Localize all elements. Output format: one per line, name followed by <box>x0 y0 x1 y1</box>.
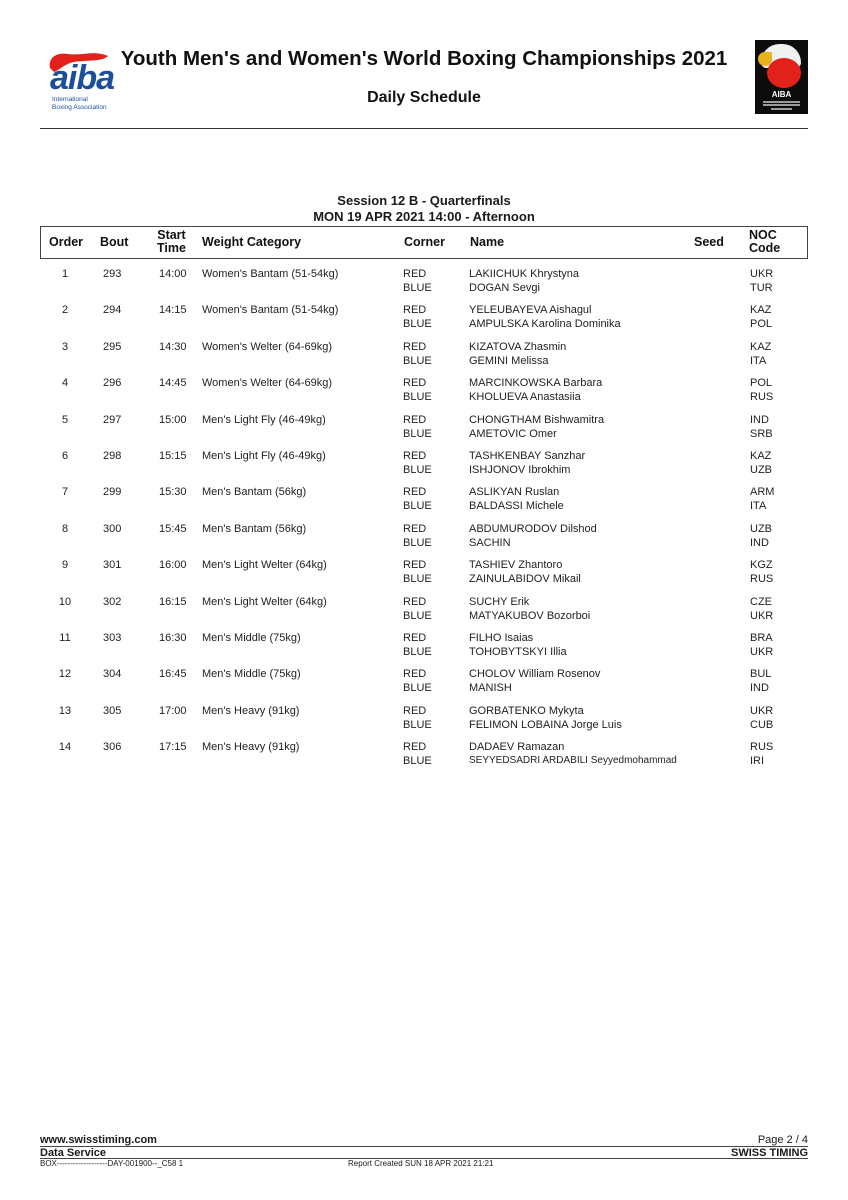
blue-noc-code: IND <box>750 536 769 549</box>
bout-order: 14 <box>58 741 72 754</box>
red-noc-code: POL <box>750 377 773 390</box>
blue-boxer-name: ISHJONOV Ibrokhim <box>469 464 571 476</box>
blue-boxer-name: DOGAN Sevgi <box>469 282 540 294</box>
red-noc-code: KAZ <box>750 304 772 317</box>
header-divider <box>40 128 808 129</box>
col-noc-line1: NOC <box>749 228 777 242</box>
championship-logo-label: AIBA <box>771 90 792 99</box>
bout-order: 3 <box>61 340 69 353</box>
bout-number: 298 <box>103 450 122 462</box>
bout-order: 8 <box>61 522 69 535</box>
col-bout: Bout <box>100 235 129 249</box>
blue-corner-label: BLUE <box>403 682 432 695</box>
bout-order: 9 <box>61 559 69 572</box>
table-row <box>40 595 808 625</box>
start-time: 14:30 <box>159 340 187 353</box>
footer-url[interactable]: www.swisstiming.com <box>40 1134 157 1146</box>
red-noc-code: RUS <box>750 741 774 754</box>
bout-order: 12 <box>58 668 72 681</box>
bout-order: 10 <box>58 595 72 608</box>
table-row <box>40 704 808 734</box>
weight-category: Men's Bantam (56kg) <box>202 522 307 535</box>
session-datetime: MON 19 APR 2021 14:00 - Afternoon <box>313 209 535 224</box>
weight-category: Women's Welter (64-69kg) <box>202 377 333 390</box>
blue-noc-code: POL <box>750 318 773 331</box>
bout-number: 297 <box>103 413 122 426</box>
red-boxer-name: DADAEV Ramazan <box>469 741 565 754</box>
red-noc-code: CZE <box>750 595 772 608</box>
start-time: 17:00 <box>159 704 187 717</box>
weight-category: Women's Welter (64-69kg) <box>202 340 333 353</box>
bout-number: 306 <box>103 741 122 754</box>
weight-category: Men's Light Welter (64kg) <box>202 559 327 572</box>
document-title <box>0 47 848 71</box>
boxing-glove-icon <box>767 58 801 88</box>
red-corner-label: RED <box>403 486 427 499</box>
table-row <box>40 667 808 697</box>
footer-divider <box>40 1146 808 1147</box>
bout-number: 305 <box>103 704 122 717</box>
bout-number: 303 <box>103 632 122 644</box>
logo-fine-print <box>763 101 800 103</box>
table-row <box>40 631 808 661</box>
blue-corner-label: BLUE <box>403 282 432 294</box>
swiss-timing-label: SWISS TIMING <box>731 1147 808 1159</box>
red-boxer-name: TASHIEV Zhantoro <box>469 559 563 572</box>
col-corner: Corner <box>404 235 445 249</box>
blue-boxer-name: FELIMON LOBAINA Jorge Luis <box>469 718 622 731</box>
red-noc-code: UZB <box>750 522 772 535</box>
start-time: 14:45 <box>159 377 187 390</box>
red-corner-label: RED <box>403 704 427 717</box>
org-line-1: International <box>52 96 88 103</box>
red-boxer-name: LAKIICHUK Khrystyna <box>469 268 580 280</box>
start-time: 15:45 <box>159 522 187 535</box>
table-row <box>40 376 808 406</box>
blue-corner-label: BLUE <box>403 609 432 622</box>
weight-category: Men's Bantam (56kg) <box>202 486 307 499</box>
bout-number: 304 <box>103 668 122 681</box>
col-weight-category: Weight Category <box>202 235 302 249</box>
start-time: 16:00 <box>159 559 187 572</box>
red-boxer-name: MARCINKOWSKA Barbara <box>469 377 603 390</box>
report-created: Report Created SUN 18 APR 2021 21:21 <box>348 1159 494 1168</box>
bout-number: 301 <box>103 559 122 572</box>
eagle-beak-icon <box>758 52 772 66</box>
blue-corner-label: BLUE <box>403 718 432 731</box>
start-time: 14:15 <box>159 304 187 317</box>
logo-fine-print <box>763 104 800 106</box>
bout-order: 13 <box>58 704 72 717</box>
col-start-time-line1: Start <box>157 228 186 242</box>
blue-corner-label: BLUE <box>403 646 432 658</box>
bout-number: 300 <box>103 522 122 535</box>
blue-corner-label: BLUE <box>403 354 432 367</box>
data-service-label: Data Service <box>40 1147 107 1159</box>
blue-corner-label: BLUE <box>403 500 432 513</box>
document-subtitle: Daily Schedule <box>367 89 481 106</box>
red-noc-code: BRA <box>750 632 773 644</box>
blue-boxer-name: MANISH <box>469 682 512 695</box>
red-noc-code: KAZ <box>750 450 772 462</box>
red-corner-label: RED <box>403 377 427 390</box>
start-time: 16:45 <box>159 668 187 681</box>
red-noc-code: UKR <box>750 704 774 717</box>
weight-category: Women's Bantam (51-54kg) <box>202 268 339 280</box>
red-noc-code: ARM <box>750 486 775 499</box>
col-order: Order <box>49 235 84 249</box>
bout-number: 296 <box>103 377 122 390</box>
blue-corner-label: BLUE <box>403 755 432 768</box>
bout-order: 6 <box>61 450 69 462</box>
table-row <box>40 449 808 479</box>
red-corner-label: RED <box>403 632 427 644</box>
col-noc-line2: Code <box>749 241 781 255</box>
blue-corner-label: BLUE <box>403 536 432 549</box>
table-row <box>40 558 808 588</box>
table-row <box>40 485 808 515</box>
red-corner-label: RED <box>403 268 427 280</box>
red-boxer-name: GORBATENKO Mykyta <box>469 704 584 717</box>
blue-boxer-name: AMPULSKA Karolina Dominika <box>469 318 621 331</box>
table-row <box>40 413 808 443</box>
blue-noc-code: CUB <box>750 718 774 731</box>
bout-order: 7 <box>61 486 69 499</box>
red-noc-code: BUL <box>750 668 772 681</box>
session-name: Session 12 B - Quarterfinals <box>337 193 511 208</box>
weight-category: Men's Light Fly (46-49kg) <box>202 413 326 426</box>
table-row <box>40 522 808 552</box>
blue-corner-label: BLUE <box>403 464 432 476</box>
bout-number: 302 <box>103 595 122 608</box>
red-boxer-name: FILHO Isaias <box>469 632 534 644</box>
red-boxer-name: ABDUMURODOV Dilshod <box>469 522 597 535</box>
red-boxer-name: YELEUBAYEVA Aishagul <box>469 304 592 317</box>
blue-noc-code: ITA <box>750 354 767 367</box>
blue-boxer-name: AMETOVIC Omer <box>469 427 557 440</box>
blue-noc-code: SRB <box>750 427 773 440</box>
bout-order: 2 <box>61 304 69 317</box>
red-corner-label: RED <box>403 522 427 535</box>
start-time: 16:15 <box>159 595 187 608</box>
blue-noc-code: UKR <box>750 646 774 658</box>
red-noc-code: UKR <box>750 268 774 280</box>
blue-corner-label: BLUE <box>403 427 432 440</box>
report-code: BOX-------------------DAY-001900--_C58 1 <box>40 1159 184 1168</box>
weight-category: Women's Bantam (51-54kg) <box>202 304 339 317</box>
red-corner-label: RED <box>403 668 427 681</box>
red-boxer-name: CHOLOV William Rosenov <box>469 668 601 681</box>
blue-boxer-name: GEMINI Melissa <box>469 354 549 367</box>
bout-order: 11 <box>59 632 71 644</box>
red-noc-code: KAZ <box>750 340 772 353</box>
weight-category: Men's Middle (75kg) <box>202 668 301 681</box>
bout-number: 299 <box>103 486 122 499</box>
red-boxer-name: KIZATOVA Zhasmin <box>469 340 567 353</box>
red-boxer-name: SUCHY Erik <box>469 595 530 608</box>
red-noc-code: KGZ <box>750 559 773 572</box>
col-seed: Seed <box>694 235 724 249</box>
bout-order: 1 <box>61 268 69 280</box>
blue-boxer-name: KHOLUEVA Anastasiia <box>469 391 581 404</box>
table-row <box>40 340 808 370</box>
weight-category: Men's Middle (75kg) <box>202 632 301 644</box>
red-boxer-name: ASLIKYAN Ruslan <box>469 486 560 499</box>
weight-category: Men's Heavy (91kg) <box>202 704 300 717</box>
blue-boxer-name: MATYAKUBOV Bozorboi <box>469 609 591 622</box>
col-start-time <box>157 229 186 255</box>
aiba-wordmark: aiba <box>50 59 115 97</box>
table-row <box>40 303 808 333</box>
bout-number: 293 <box>103 268 122 280</box>
red-noc-code: IND <box>750 413 769 426</box>
blue-noc-code: TUR <box>750 282 773 294</box>
col-start-time-line2: Time <box>157 241 186 255</box>
blue-boxer-name: SACHIN <box>469 536 511 549</box>
bout-number: 295 <box>103 340 122 353</box>
blue-noc-code: RUS <box>750 391 774 404</box>
table-row <box>40 267 808 297</box>
red-corner-label: RED <box>403 304 427 317</box>
blue-noc-code: UKR <box>750 609 774 622</box>
table-row <box>40 740 808 770</box>
red-boxer-name: TASHKENBAY Sanzhar <box>469 450 586 462</box>
red-corner-label: RED <box>403 741 427 754</box>
red-corner-label: RED <box>403 340 427 353</box>
blue-boxer-name: ZAINULABIDOV Mikail <box>469 573 581 586</box>
blue-noc-code: IND <box>750 682 769 695</box>
championship-logo <box>755 40 808 114</box>
bout-number: 294 <box>103 304 122 317</box>
logo-fine-print <box>771 108 792 110</box>
blue-corner-label: BLUE <box>403 318 432 331</box>
blue-noc-code: ITA <box>750 500 767 513</box>
blue-corner-label: BLUE <box>403 573 432 586</box>
weight-category: Men's Heavy (91kg) <box>202 741 300 754</box>
blue-boxer-name: SEYYEDSADRI ARDABILI Seyyedmohammad <box>469 755 677 767</box>
red-boxer-name: CHONGTHAM Bishwamitra <box>469 413 605 426</box>
blue-noc-code: RUS <box>750 573 774 586</box>
start-time: 15:30 <box>159 486 187 499</box>
col-name: Name <box>470 235 505 249</box>
weight-category: Men's Light Fly (46-49kg) <box>202 450 326 462</box>
start-time: 14:00 <box>159 268 187 280</box>
title-text: Youth Men's and Women's World Boxing Championships 2021 <box>120 47 728 70</box>
red-corner-label: RED <box>403 595 427 608</box>
start-time: 15:00 <box>159 413 187 426</box>
start-time: 17:15 <box>159 741 187 754</box>
blue-noc-code: IRI <box>750 755 765 768</box>
blue-boxer-name: TOHOBYTSKYI Illia <box>469 646 567 658</box>
start-time: 15:15 <box>159 450 187 462</box>
page-number: Page 2 / 4 <box>757 1134 808 1146</box>
start-time: 16:30 <box>159 632 187 644</box>
table-header <box>40 226 808 259</box>
red-corner-label: RED <box>403 559 427 572</box>
weight-category: Men's Light Welter (64kg) <box>202 595 327 608</box>
bout-order: 4 <box>61 377 69 390</box>
blue-noc-code: UZB <box>750 464 772 476</box>
blue-corner-label: BLUE <box>403 391 432 404</box>
col-noc-code <box>749 229 780 255</box>
session-heading <box>0 193 848 225</box>
red-corner-label: RED <box>403 413 427 426</box>
blue-boxer-name: BALDASSI Michele <box>469 500 564 513</box>
bout-order: 5 <box>61 413 69 426</box>
red-corner-label: RED <box>403 450 427 462</box>
org-line-2: Boxing Association <box>52 104 107 111</box>
